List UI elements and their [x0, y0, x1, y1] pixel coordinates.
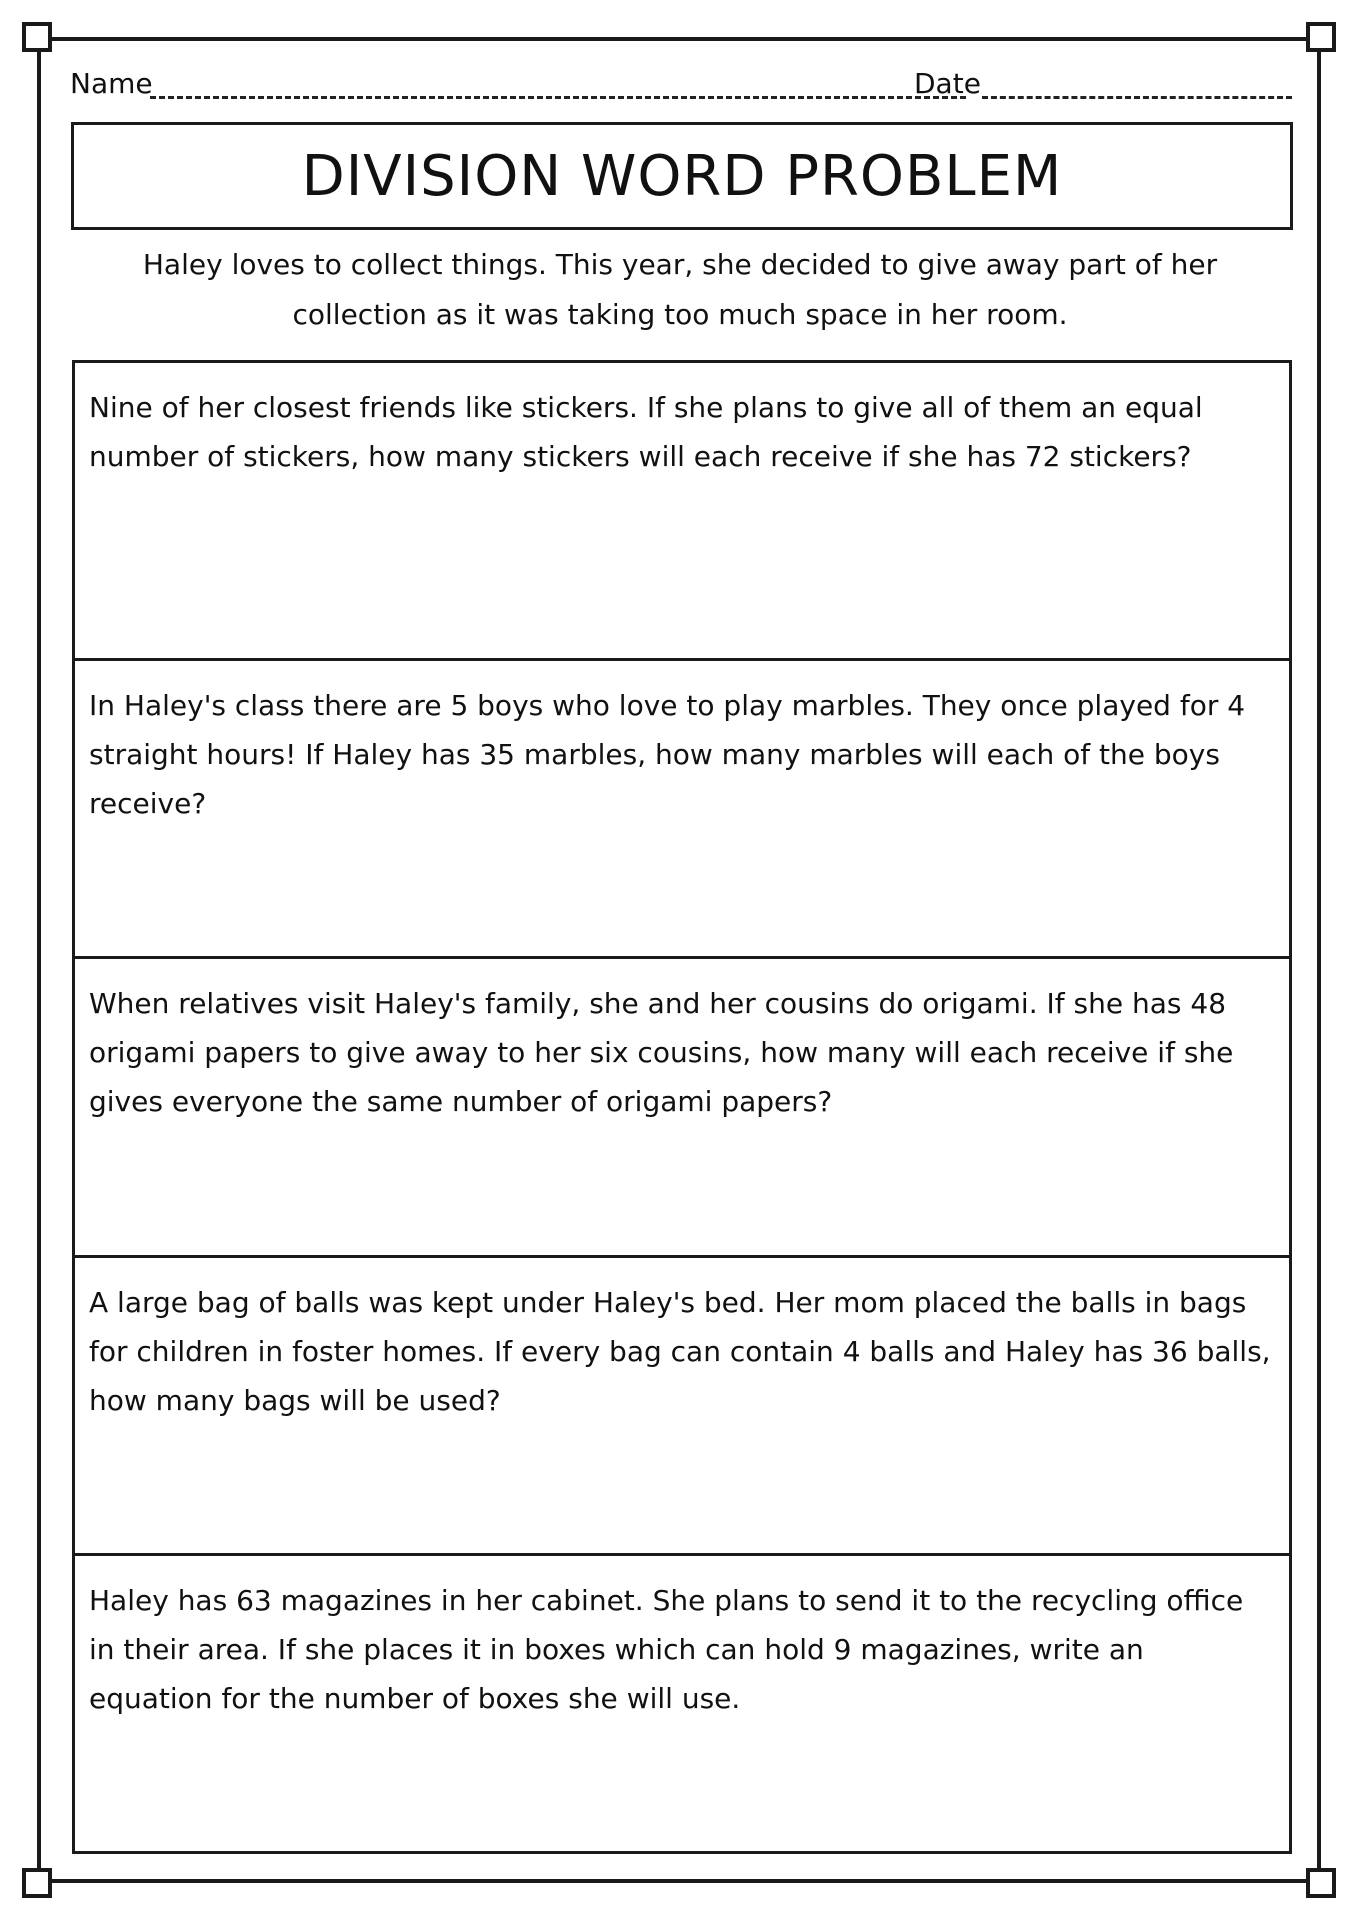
answer-area[interactable]: [89, 1453, 1275, 1543]
problem-text: Haley has 63 magazines in her cabinet. She plans to send it to the recycling office in their area. If she places it in boxes which can hold 9 magazines, write an equation for the number of boxes she will use.: [89, 1583, 1244, 1715]
corner-square-top-left: [22, 22, 52, 52]
date-label: Date: [914, 67, 981, 100]
answer-area[interactable]: [89, 558, 1275, 648]
title-box: [71, 122, 1293, 230]
problem-box-3: [75, 959, 1289, 1257]
problem-text: Nine of her closest friends like stickers. If she plans to give all of them an equal number of stickers, how many stickers will each receive if she has 72 stickers?: [89, 391, 1203, 473]
corner-square-bottom-left: [22, 1868, 52, 1898]
problem-text: A large bag of balls was kept under Haley's bed. Her mom placed the balls in bags for children in foster homes. If every bag can contain 4 balls and Haley has 36 balls, how many bags will be used?: [89, 1285, 1271, 1417]
problem-box-5: [75, 1556, 1289, 1851]
name-field[interactable]: [150, 96, 966, 99]
corner-square-top-right: [1306, 22, 1336, 52]
intro-text: Haley loves to collect things. This year, she decided to give away part of her collection as it was taking too much space in her room.: [142, 248, 1218, 331]
problem-list: [72, 360, 1292, 1854]
corner-square-bottom-right: [1306, 1868, 1336, 1898]
answer-area[interactable]: [89, 856, 1275, 946]
problem-box-2: [75, 661, 1289, 959]
problem-text: When relatives visit Haley's family, she and her cousins do origami. If she has 48 origami papers to give away to her six cousins, how many will each receive if she gives everyone the same number of origami papers?: [89, 987, 1234, 1119]
date-field[interactable]: [982, 96, 1292, 99]
answer-area[interactable]: [89, 1751, 1275, 1841]
problem-text: In Haley's class there are 5 boys who love to play marbles. They once played for 4 straight hours! If Haley has 35 marbles, how many marbles will each of the boys receive?: [89, 689, 1246, 821]
page-title: DIVISION WORD PROBLEM: [301, 143, 1063, 209]
problem-box-4: [75, 1258, 1289, 1556]
name-label: Name: [70, 67, 153, 100]
problem-box-1: [75, 363, 1289, 661]
answer-area[interactable]: [89, 1155, 1275, 1245]
name-date-row: [70, 64, 1292, 104]
